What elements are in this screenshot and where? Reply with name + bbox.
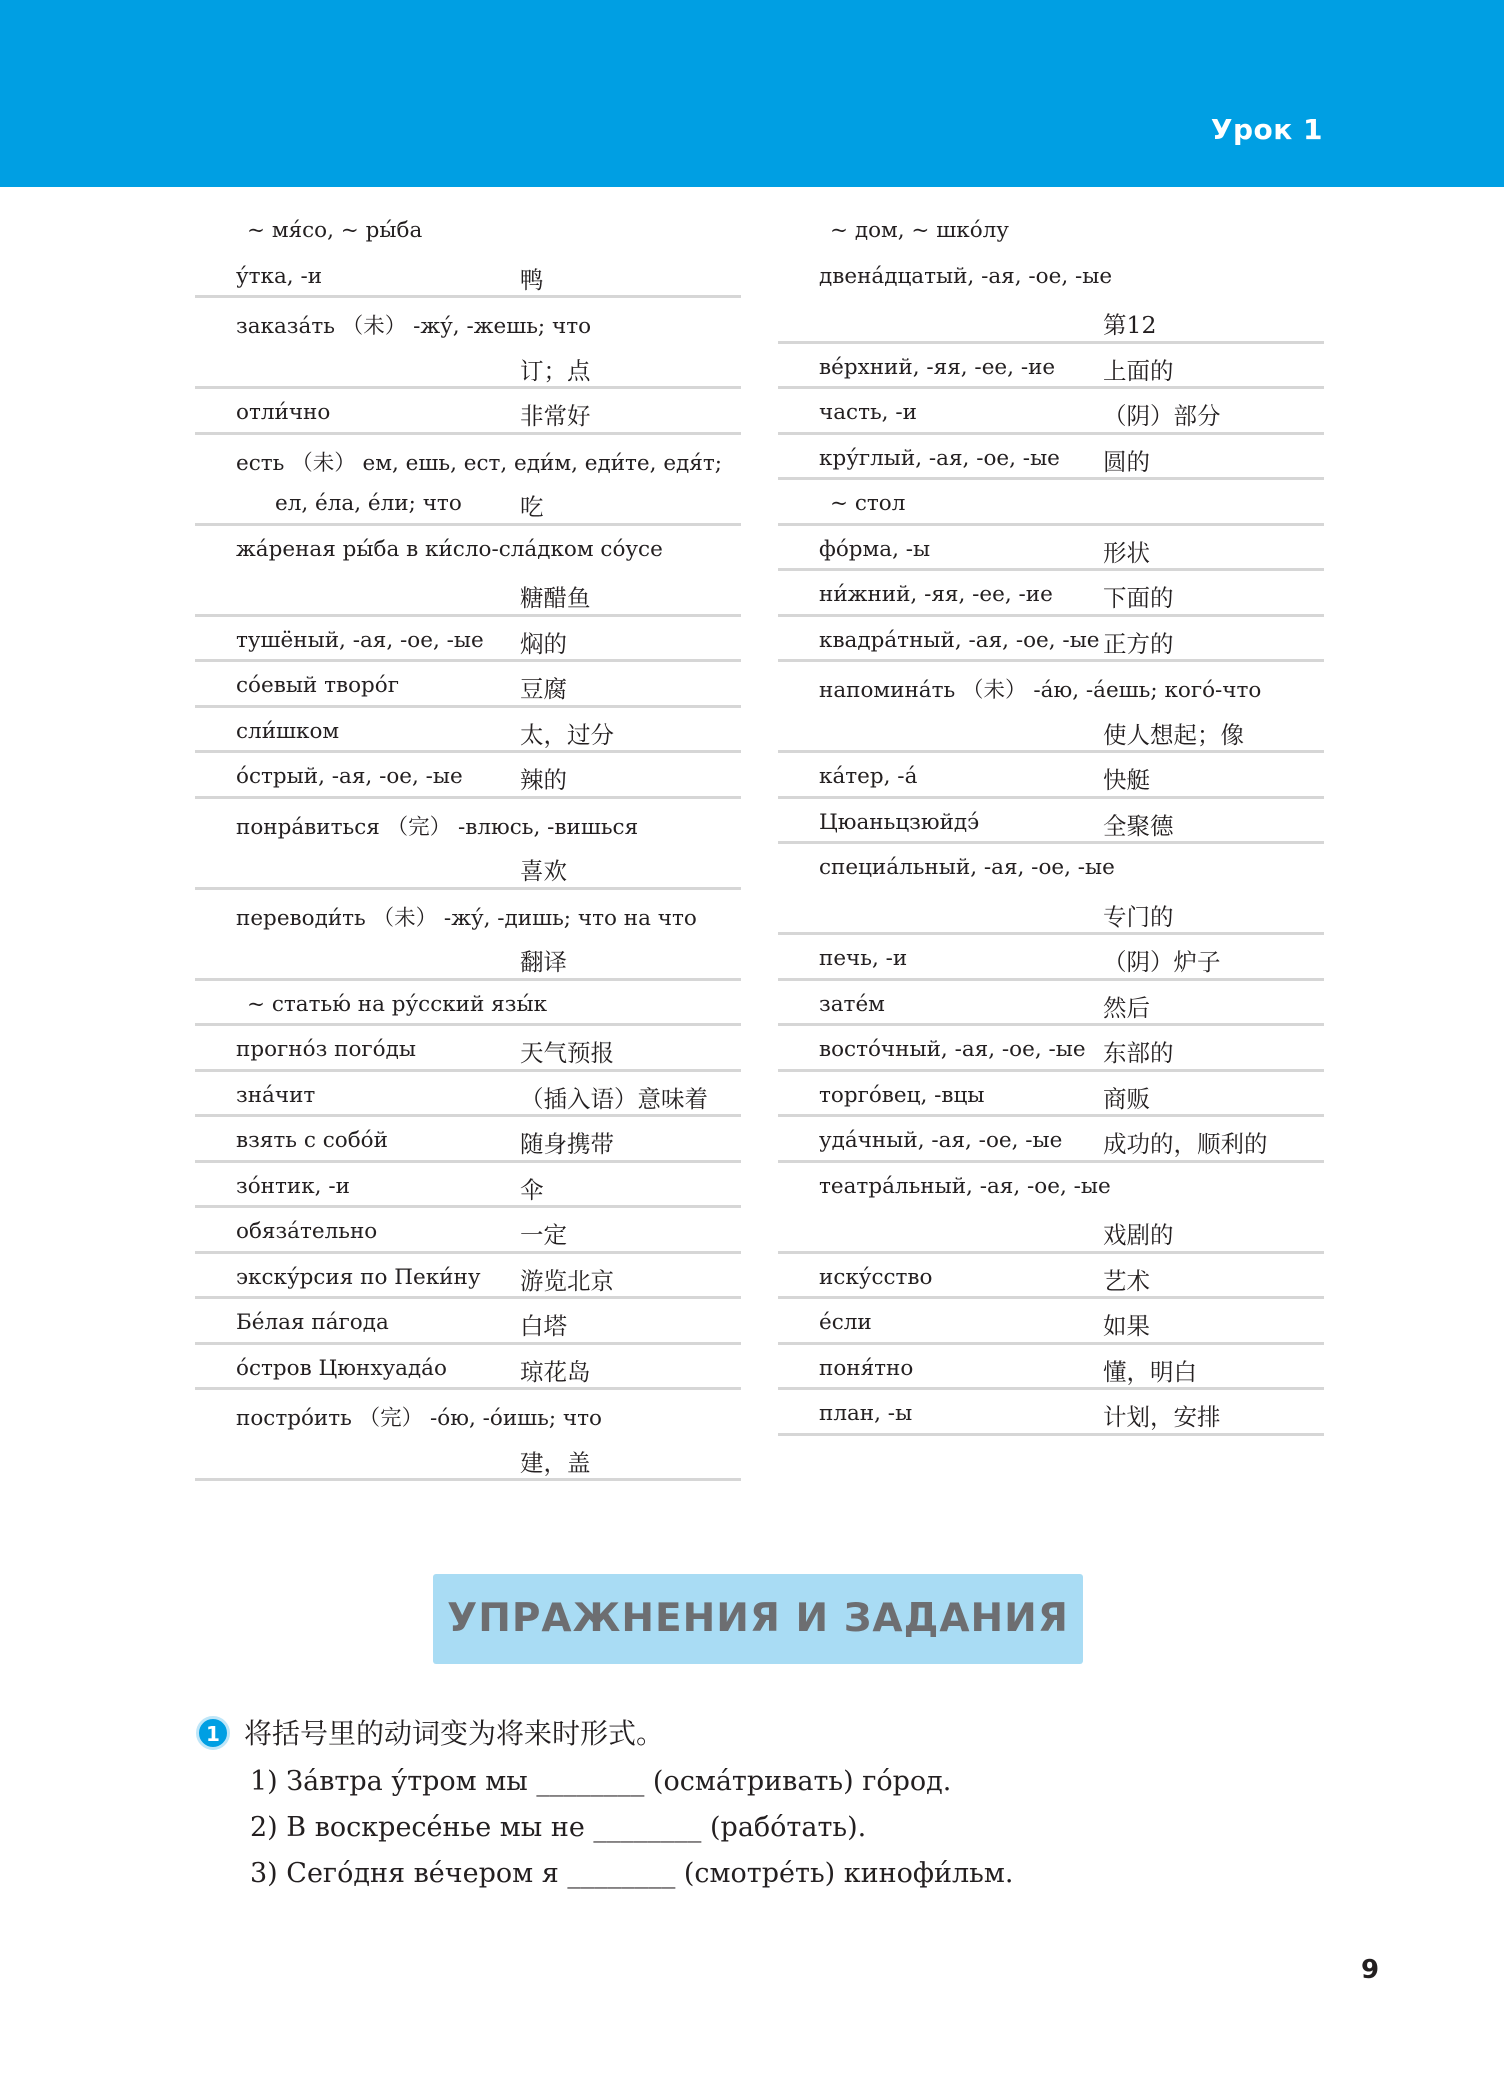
vocab-word: двена́дцатый, -ая, -ое, -ые: [819, 263, 1113, 289]
vocab-word: ка́тер, -а́: [819, 764, 918, 789]
vocab-translation: 太，过分: [520, 720, 614, 749]
vocab-row: [778, 935, 1324, 981]
vocab-translation: 伞: [520, 1175, 544, 1204]
vocab-translation: 辣的: [520, 766, 567, 794]
vocab-word: ни́жний, -яя, -ее, -ие: [819, 582, 1053, 607]
vocab-translation: 吃: [520, 493, 544, 521]
vocab-word: тушёный, -ая, -ое, -ые: [236, 627, 484, 653]
vocab-translation: 一定: [520, 1221, 567, 1249]
vocab-row: [195, 480, 741, 526]
vocab-translation: 使人想起；像: [1103, 720, 1244, 749]
vocab-translation: （插入语）意味着: [520, 1084, 708, 1113]
vocab-word: ве́рхний, -яя, -ее, -ие: [819, 354, 1056, 380]
vocab-word: взять с собо́й: [236, 1128, 388, 1153]
vocabulary-left-column: [195, 207, 741, 1481]
vocab-row: [195, 753, 741, 799]
vocab-translation: （阴）部分: [1103, 402, 1221, 430]
exercise-title: УПРАЖНЕНИЯ И ЗАДАНИЯ: [447, 1596, 1069, 1641]
vocab-translation: 喜欢: [520, 857, 567, 885]
vocab-translation: 正方的: [1103, 629, 1174, 658]
vocab-word: ~ стол: [830, 491, 906, 516]
task-item: 1) За́втра у́тром мы ________ (осма́тривать) го́род.: [250, 1766, 952, 1797]
vocab-row: [778, 298, 1324, 344]
vocab-row: [778, 1072, 1324, 1118]
vocab-row: [195, 799, 741, 845]
vocab-translation: 形状: [1103, 538, 1150, 567]
vocab-word: сли́шком: [236, 718, 340, 744]
vocab-translation: 白塔: [520, 1312, 567, 1340]
vocab-row: [195, 1390, 741, 1436]
vocab-row: [778, 1117, 1324, 1163]
vocab-translation: （阴）炉子: [1103, 948, 1221, 976]
vocab-row: [778, 344, 1324, 390]
vocab-row: [778, 207, 1324, 253]
vocab-word: переводи́ть （未） -жу́, -дишь; что на что: [236, 905, 697, 931]
vocab-row: [195, 1117, 741, 1163]
vocab-word: Бе́лая па́года: [236, 1310, 389, 1335]
vocab-translation: 随身携带: [520, 1130, 614, 1158]
vocab-row: [195, 662, 741, 708]
vocab-row: [778, 662, 1324, 708]
vocab-word: восто́чный, -ая, -ое, -ые: [819, 1037, 1086, 1062]
vocab-row: [778, 571, 1324, 617]
vocab-translation: 圆的: [1103, 447, 1150, 476]
vocab-word: фо́рма, -ы: [819, 536, 931, 562]
vocab-row: [778, 435, 1324, 481]
vocab-row: [778, 389, 1324, 435]
vocab-row: [778, 753, 1324, 799]
vocab-word: ел, е́ла, е́ли; что: [275, 491, 462, 516]
vocab-row: [195, 1299, 741, 1345]
vocab-row: [195, 890, 741, 936]
vocab-row: [778, 708, 1324, 754]
vocab-word: торго́вец, -вцы: [819, 1082, 985, 1108]
vocab-translation: 快艇: [1103, 766, 1150, 794]
vocab-word: ~ дом, ~ шко́лу: [830, 218, 1009, 243]
vocab-row: [195, 344, 741, 390]
vocab-row: [195, 935, 741, 981]
vocab-row: [778, 890, 1324, 936]
vocab-translation: 天气预报: [520, 1039, 614, 1067]
vocab-translation: 全聚德: [1103, 811, 1174, 840]
task-number-badge: [196, 1716, 230, 1750]
vocab-word: е́сли: [819, 1310, 872, 1335]
vocab-row: [195, 1436, 741, 1482]
vocab-word: поня́тно: [819, 1355, 914, 1381]
vocab-translation: 商贩: [1103, 1084, 1150, 1113]
vocab-word: постро́ить （完） -о́ю, -о́ишь; что: [236, 1406, 602, 1431]
vocab-word: напомина́ть （未） -а́ю, -а́ешь; кого́-что: [819, 678, 1262, 703]
vocab-word: есть （未） ем, ешь, ест, еди́м, еди́те, едя́т;: [236, 450, 722, 476]
vocab-row: [195, 1026, 741, 1072]
vocab-word: Цюаньцзюйдэ́: [819, 809, 980, 835]
task-item: 3) Сего́дня ве́чером я ________ (смотре́ть) кинофи́льм.: [250, 1858, 1014, 1889]
header-band: [0, 0, 1504, 187]
vocab-translation: 下面的: [1103, 584, 1174, 612]
vocab-word: кру́глый, -ая, -ое, -ые: [819, 445, 1060, 471]
vocab-translation: 建，盖: [520, 1448, 591, 1477]
vocab-row: [195, 1072, 741, 1118]
vocab-translation: 艺术: [1103, 1266, 1150, 1295]
vocab-word: театра́льный, -ая, -ое, -ые: [819, 1173, 1111, 1199]
vocab-translation: 东部的: [1103, 1039, 1174, 1067]
vocab-word: со́евый творо́г: [236, 673, 400, 698]
vocab-word: жа́реная ры́ба в ки́сло-сла́дком со́усе: [236, 536, 663, 562]
vocab-row: [195, 571, 741, 617]
vocab-row: [195, 207, 741, 253]
vocab-translation: 鸭: [520, 265, 544, 294]
vocab-word: квадра́тный, -ая, -ое, -ые: [819, 627, 1100, 653]
vocab-row: [778, 1163, 1324, 1209]
vocab-translation: 订；点: [520, 356, 591, 385]
vocab-translation: 翻译: [520, 948, 567, 976]
task-instruction: 将括号里的动词变为将来时形式。: [244, 1717, 665, 1750]
vocab-row: [195, 844, 741, 890]
vocab-word: часть, -и: [819, 400, 917, 425]
vocab-row: [195, 981, 741, 1027]
vocab-translation: 糖醋鱼: [520, 584, 591, 612]
vocab-translation: 焖的: [520, 629, 567, 658]
vocab-row: [778, 981, 1324, 1027]
vocab-word: понра́виться （完） -влюсь, -вишься: [236, 814, 639, 840]
task-items: [250, 1766, 1013, 1904]
vocab-translation: 懂，明白: [1103, 1357, 1197, 1386]
vocab-word: зна́чит: [236, 1082, 316, 1108]
vocab-word: зате́м: [819, 991, 885, 1017]
vocab-word: ~ статью́ на ру́сский язы́к: [247, 991, 548, 1017]
vocab-word: ~ мя́со, ~ ры́ба: [247, 218, 423, 243]
vocab-row: [195, 298, 741, 344]
vocab-word: зо́нтик, -и: [236, 1173, 350, 1199]
exercise-banner: [433, 1574, 1083, 1664]
task-number: 1: [206, 1722, 220, 1746]
page-number: 9: [1361, 1955, 1380, 1985]
vocab-word: о́стрый, -ая, -ое, -ые: [236, 764, 463, 789]
vocab-row: [195, 617, 741, 663]
vocab-translation: 成功的，顺利的: [1103, 1130, 1268, 1158]
vocab-row: [195, 253, 741, 299]
vocab-word: экску́рсия по Пеки́ну: [236, 1264, 481, 1290]
vocab-word: у́тка, -и: [236, 263, 323, 289]
vocab-row: [195, 1163, 741, 1209]
vocab-word: печь, -и: [819, 946, 908, 971]
lesson-label: Урок 1: [1210, 113, 1323, 146]
vocab-row: [778, 526, 1324, 572]
vocab-row: [195, 1254, 741, 1300]
vocab-translation: 专门的: [1103, 902, 1174, 931]
vocab-row: [778, 1254, 1324, 1300]
vocab-row: [195, 435, 741, 481]
vocab-row: [195, 1208, 741, 1254]
task-item: 2) В воскресе́нье мы не ________ (рабо́тать).: [250, 1812, 867, 1843]
vocab-translation: 第12: [1103, 311, 1157, 339]
vocab-translation: 如果: [1103, 1312, 1150, 1340]
vocab-row: [778, 799, 1324, 845]
vocab-row: [195, 389, 741, 435]
vocab-translation: 计划，安排: [1103, 1403, 1221, 1431]
vocab-translation: 非常好: [520, 402, 591, 430]
vocab-translation: 琼花岛: [520, 1357, 591, 1386]
vocab-row: [778, 1299, 1324, 1345]
vocab-row: [778, 253, 1324, 299]
vocab-word: заказа́ть （未） -жу́, -жешь; что: [236, 314, 592, 339]
vocab-row: [195, 526, 741, 572]
vocab-word: прогно́з пого́ды: [236, 1037, 416, 1062]
vocab-row: [778, 617, 1324, 663]
vocab-row: [778, 480, 1324, 526]
vocab-translation: 然后: [1103, 993, 1150, 1022]
vocab-row: [195, 1345, 741, 1391]
vocab-row: [778, 844, 1324, 890]
vocab-row: [195, 708, 741, 754]
vocab-row: [778, 1026, 1324, 1072]
vocab-word: обяза́тельно: [236, 1219, 378, 1244]
vocab-word: о́стров Цюнхуада́о: [236, 1355, 447, 1381]
vocab-translation: 戏剧的: [1103, 1221, 1174, 1249]
vocab-word: отли́чно: [236, 400, 331, 425]
vocab-word: специа́льный, -ая, -ое, -ые: [819, 855, 1115, 880]
vocabulary-right-column: [778, 207, 1324, 1436]
vocab-word: план, -ы: [819, 1401, 913, 1426]
vocab-row: [778, 1345, 1324, 1391]
vocab-translation: 游览北京: [520, 1266, 614, 1295]
vocab-word: уда́чный, -ая, -ое, -ые: [819, 1128, 1063, 1153]
vocab-row: [778, 1390, 1324, 1436]
vocab-translation: 上面的: [1103, 356, 1174, 385]
vocab-translation: 豆腐: [520, 675, 567, 703]
vocab-row: [778, 1208, 1324, 1254]
vocab-word: иску́сство: [819, 1264, 933, 1290]
